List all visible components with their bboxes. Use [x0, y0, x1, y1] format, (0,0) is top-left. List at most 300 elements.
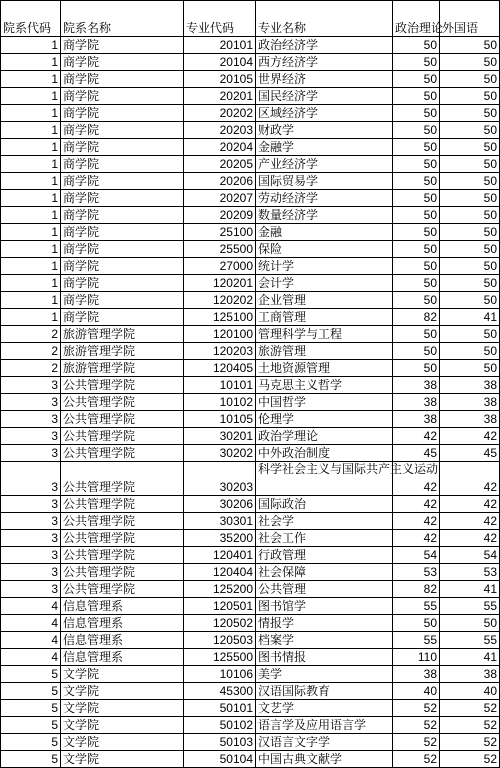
dept-name-cell: 商学院 [61, 173, 184, 190]
major-name-cell: 数量经济学 [256, 207, 393, 224]
dept-name-cell: 文学院 [61, 683, 184, 700]
table-row [1, 632, 500, 649]
major-name-cell: 保险 [256, 241, 393, 258]
dept-name-cell: 公共管理学院 [61, 547, 184, 564]
foreign-language-score-cell: 50 [440, 37, 500, 54]
major-name-cell: 档案学 [256, 632, 393, 649]
header-dept-name: 院系名称 [61, 1, 184, 37]
table-row [1, 105, 500, 122]
foreign-language-score-cell: 52 [440, 734, 500, 751]
foreign-language-score-cell: 50 [440, 190, 500, 207]
header-major-name: 专业名称 [256, 1, 393, 37]
dept-name-cell: 商学院 [61, 241, 184, 258]
politics-score-cell: 50 [393, 241, 440, 258]
major-code-cell: 20209 [184, 207, 256, 224]
table-row [1, 513, 500, 530]
foreign-language-score-cell: 42 [440, 496, 500, 513]
politics-score-cell: 55 [393, 632, 440, 649]
table-row [1, 54, 500, 71]
foreign-language-score-cell: 50 [440, 54, 500, 71]
foreign-language-score-cell: 42 [440, 513, 500, 530]
dept-name-cell: 商学院 [61, 309, 184, 326]
dept-code-cell: 1 [1, 292, 61, 309]
table-row [1, 666, 500, 683]
politics-score-cell: 50 [393, 615, 440, 632]
major-name-cell: 情报学 [256, 615, 393, 632]
foreign-language-score-cell: 38 [440, 394, 500, 411]
major-name-cell: 统计学 [256, 258, 393, 275]
foreign-language-score-cell: 50 [440, 360, 500, 377]
politics-score-cell: 50 [393, 275, 440, 292]
dept-code-cell: 1 [1, 309, 61, 326]
dept-code-cell: 3 [1, 462, 61, 496]
header-row [1, 1, 500, 37]
table-row [1, 445, 500, 462]
dept-code-cell: 3 [1, 377, 61, 394]
table-row [1, 258, 500, 275]
major-code-cell: 50102 [184, 717, 256, 734]
major-code-cell: 120405 [184, 360, 256, 377]
major-code-cell: 10106 [184, 666, 256, 683]
major-name-cell: 国际政治 [256, 496, 393, 513]
politics-score-cell: 38 [393, 377, 440, 394]
major-code-cell: 120100 [184, 326, 256, 343]
header-foreign-language: 外国语 [440, 1, 500, 37]
table-row [1, 700, 500, 717]
major-code-cell: 35200 [184, 530, 256, 547]
dept-code-cell: 3 [1, 496, 61, 513]
major-code-cell: 50104 [184, 751, 256, 768]
major-code-cell: 20203 [184, 122, 256, 139]
foreign-language-score-cell: 52 [440, 700, 500, 717]
politics-score-cell: 50 [393, 173, 440, 190]
major-name-cell: 图书馆学 [256, 598, 393, 615]
politics-score-cell: 50 [393, 156, 440, 173]
dept-code-cell: 1 [1, 275, 61, 292]
foreign-language-score-cell: 42 [440, 428, 500, 445]
politics-score-cell: 82 [393, 581, 440, 598]
politics-score-cell: 42 [393, 428, 440, 445]
major-code-cell: 27000 [184, 258, 256, 275]
table-row [1, 122, 500, 139]
table-row [1, 598, 500, 615]
dept-name-cell: 公共管理学院 [61, 530, 184, 547]
dept-name-cell: 文学院 [61, 666, 184, 683]
major-code-cell: 20101 [184, 37, 256, 54]
table-row [1, 530, 500, 547]
dept-name-cell: 商学院 [61, 292, 184, 309]
major-code-cell: 10102 [184, 394, 256, 411]
major-name-cell: 旅游管理 [256, 343, 393, 360]
major-code-cell: 50101 [184, 700, 256, 717]
foreign-language-score-cell: 45 [440, 445, 500, 462]
table-row [1, 377, 500, 394]
dept-name-cell: 商学院 [61, 156, 184, 173]
dept-code-cell: 2 [1, 326, 61, 343]
foreign-language-score-cell: 41 [440, 309, 500, 326]
major-code-cell: 120503 [184, 632, 256, 649]
dept-name-cell: 信息管理系 [61, 649, 184, 666]
foreign-language-score-cell: 50 [440, 71, 500, 88]
dept-name-cell: 信息管理系 [61, 632, 184, 649]
major-name-cell: 中国古典文献学 [256, 751, 393, 768]
major-code-cell: 120404 [184, 564, 256, 581]
politics-score-cell: 50 [393, 88, 440, 105]
politics-score-cell: 50 [393, 190, 440, 207]
foreign-language-score-cell: 50 [440, 105, 500, 122]
dept-name-cell: 旅游管理学院 [61, 343, 184, 360]
table-row [1, 88, 500, 105]
header-dept-code: 院系代码 [1, 1, 61, 37]
politics-score-cell: 50 [393, 37, 440, 54]
dept-code-cell: 1 [1, 173, 61, 190]
major-code-cell: 30206 [184, 496, 256, 513]
politics-score-cell: 42 [393, 530, 440, 547]
major-name-cell: 文艺学 [256, 700, 393, 717]
politics-score-cell: 50 [393, 54, 440, 71]
table-row [1, 734, 500, 751]
dept-code-cell: 5 [1, 734, 61, 751]
major-name-cell: 社会工作 [256, 530, 393, 547]
politics-score-cell: 82 [393, 309, 440, 326]
major-name-cell: 图书情报 [256, 649, 393, 666]
politics-score-cell: 54 [393, 547, 440, 564]
major-code-cell: 10105 [184, 411, 256, 428]
dept-name-cell: 公共管理学院 [61, 564, 184, 581]
politics-score-cell: 42 [393, 462, 440, 496]
foreign-language-score-cell: 55 [440, 632, 500, 649]
major-code-cell: 20206 [184, 173, 256, 190]
foreign-language-score-cell: 50 [440, 207, 500, 224]
foreign-language-score-cell: 41 [440, 649, 500, 666]
major-name-cell: 国际贸易学 [256, 173, 393, 190]
politics-score-cell: 45 [393, 445, 440, 462]
table-row [1, 71, 500, 88]
politics-score-cell: 50 [393, 105, 440, 122]
dept-code-cell: 1 [1, 54, 61, 71]
major-code-cell: 20201 [184, 88, 256, 105]
dept-name-cell: 商学院 [61, 88, 184, 105]
dept-name-cell: 商学院 [61, 258, 184, 275]
table-row [1, 615, 500, 632]
major-code-cell: 125500 [184, 649, 256, 666]
table-row [1, 156, 500, 173]
major-name-cell: 劳动经济学 [256, 190, 393, 207]
foreign-language-score-cell: 52 [440, 751, 500, 768]
dept-code-cell: 4 [1, 615, 61, 632]
table-body [1, 37, 500, 768]
major-name-cell: 社会学 [256, 513, 393, 530]
major-code-cell: 125100 [184, 309, 256, 326]
foreign-language-score-cell: 55 [440, 598, 500, 615]
major-name-cell: 伦理学 [256, 411, 393, 428]
table-row [1, 411, 500, 428]
table-row [1, 37, 500, 54]
dept-name-cell: 商学院 [61, 275, 184, 292]
dept-name-cell: 信息管理系 [61, 615, 184, 632]
major-name-cell: 汉语言文字学 [256, 734, 393, 751]
major-code-cell: 25500 [184, 241, 256, 258]
dept-name-cell: 商学院 [61, 207, 184, 224]
table-row [1, 343, 500, 360]
dept-name-cell: 商学院 [61, 54, 184, 71]
table-row [1, 547, 500, 564]
major-name-cell: 中国哲学 [256, 394, 393, 411]
dept-name-cell: 公共管理学院 [61, 513, 184, 530]
major-name-cell: 西方经济学 [256, 54, 393, 71]
foreign-language-score-cell: 38 [440, 666, 500, 683]
major-code-cell: 20104 [184, 54, 256, 71]
major-name-cell: 土地资源管理 [256, 360, 393, 377]
major-code-cell: 125200 [184, 581, 256, 598]
politics-score-cell: 50 [393, 71, 440, 88]
dept-code-cell: 3 [1, 411, 61, 428]
politics-score-cell: 53 [393, 564, 440, 581]
major-name-cell: 工商管理 [256, 309, 393, 326]
dept-code-cell: 1 [1, 190, 61, 207]
dept-code-cell: 3 [1, 394, 61, 411]
foreign-language-score-cell: 42 [440, 530, 500, 547]
dept-name-cell: 公共管理学院 [61, 496, 184, 513]
politics-score-cell: 50 [393, 292, 440, 309]
politics-score-cell: 38 [393, 411, 440, 428]
politics-score-cell: 110 [393, 649, 440, 666]
foreign-language-score-cell: 40 [440, 683, 500, 700]
major-code-cell: 120201 [184, 275, 256, 292]
major-name-cell: 社会保障 [256, 564, 393, 581]
dept-code-cell: 1 [1, 258, 61, 275]
header-politics: 政治理论 [393, 1, 440, 37]
major-code-cell: 30201 [184, 428, 256, 445]
major-name-cell: 企业管理 [256, 292, 393, 309]
major-name-cell: 管理科学与工程 [256, 326, 393, 343]
foreign-language-score-cell: 50 [440, 173, 500, 190]
foreign-language-score-cell: 50 [440, 343, 500, 360]
table-row [1, 649, 500, 666]
dept-code-cell: 5 [1, 700, 61, 717]
dept-code-cell: 3 [1, 445, 61, 462]
table-row [1, 462, 500, 496]
foreign-language-score-cell: 50 [440, 241, 500, 258]
foreign-language-score-cell: 41 [440, 581, 500, 598]
table-row [1, 717, 500, 734]
major-code-cell: 20205 [184, 156, 256, 173]
major-name-cell: 行政管理 [256, 547, 393, 564]
dept-code-cell: 1 [1, 122, 61, 139]
dept-code-cell: 3 [1, 564, 61, 581]
dept-code-cell: 1 [1, 88, 61, 105]
dept-code-cell: 1 [1, 207, 61, 224]
foreign-language-score-cell: 50 [440, 258, 500, 275]
dept-name-cell: 文学院 [61, 700, 184, 717]
politics-score-cell: 55 [393, 598, 440, 615]
foreign-language-score-cell: 52 [440, 717, 500, 734]
dept-name-cell: 商学院 [61, 224, 184, 241]
major-code-cell: 20207 [184, 190, 256, 207]
table-row [1, 173, 500, 190]
major-code-cell: 25100 [184, 224, 256, 241]
dept-name-cell: 公共管理学院 [61, 394, 184, 411]
table-row [1, 309, 500, 326]
major-name-cell: 美学 [256, 666, 393, 683]
dept-name-cell: 公共管理学院 [61, 581, 184, 598]
politics-score-cell: 50 [393, 343, 440, 360]
dept-code-cell: 4 [1, 598, 61, 615]
dept-code-cell: 3 [1, 513, 61, 530]
major-code-cell: 20105 [184, 71, 256, 88]
dept-name-cell: 旅游管理学院 [61, 326, 184, 343]
table-row [1, 428, 500, 445]
table-row [1, 683, 500, 700]
major-code-cell: 120202 [184, 292, 256, 309]
dept-code-cell: 5 [1, 683, 61, 700]
dept-code-cell: 5 [1, 751, 61, 768]
major-name-cell: 金融 [256, 224, 393, 241]
dept-code-cell: 1 [1, 71, 61, 88]
foreign-language-score-cell: 50 [440, 224, 500, 241]
major-code-cell: 20204 [184, 139, 256, 156]
major-name-cell: 世界经济 [256, 71, 393, 88]
table-row [1, 190, 500, 207]
major-name-cell: 国民经济学 [256, 88, 393, 105]
dept-name-cell: 公共管理学院 [61, 462, 184, 496]
table-row [1, 496, 500, 513]
major-code-cell: 30202 [184, 445, 256, 462]
dept-name-cell: 公共管理学院 [61, 411, 184, 428]
major-name-cell: 金融学 [256, 139, 393, 156]
table-row [1, 139, 500, 156]
dept-code-cell: 1 [1, 241, 61, 258]
major-name-cell: 区域经济学 [256, 105, 393, 122]
foreign-language-score-cell: 53 [440, 564, 500, 581]
major-code-cell: 50103 [184, 734, 256, 751]
major-code-cell: 120502 [184, 615, 256, 632]
dept-code-cell: 1 [1, 156, 61, 173]
major-code-cell: 120501 [184, 598, 256, 615]
dept-name-cell: 公共管理学院 [61, 377, 184, 394]
dept-code-cell: 2 [1, 343, 61, 360]
table-row [1, 564, 500, 581]
table-row [1, 241, 500, 258]
politics-score-cell: 50 [393, 139, 440, 156]
foreign-language-score-cell: 50 [440, 88, 500, 105]
dept-name-cell: 旅游管理学院 [61, 360, 184, 377]
politics-score-cell: 50 [393, 207, 440, 224]
dept-name-cell: 商学院 [61, 37, 184, 54]
politics-score-cell: 52 [393, 751, 440, 768]
politics-score-cell: 52 [393, 700, 440, 717]
major-name-cell: 科学社会主义与国际共产主义运动 [256, 462, 393, 496]
dept-code-cell: 1 [1, 105, 61, 122]
foreign-language-score-cell: 50 [440, 292, 500, 309]
dept-code-cell: 2 [1, 360, 61, 377]
major-code-cell: 30301 [184, 513, 256, 530]
politics-score-cell: 52 [393, 717, 440, 734]
dept-code-cell: 5 [1, 717, 61, 734]
table-row [1, 207, 500, 224]
major-code-cell: 30203 [184, 462, 256, 496]
dept-name-cell: 商学院 [61, 139, 184, 156]
table-row [1, 581, 500, 598]
major-name-cell: 会计学 [256, 275, 393, 292]
major-name-cell: 政治经济学 [256, 37, 393, 54]
dept-name-cell: 商学院 [61, 122, 184, 139]
foreign-language-score-cell: 50 [440, 122, 500, 139]
foreign-language-score-cell: 38 [440, 377, 500, 394]
major-name-cell: 财政学 [256, 122, 393, 139]
major-name-cell: 产业经济学 [256, 156, 393, 173]
dept-name-cell: 文学院 [61, 734, 184, 751]
table-row [1, 360, 500, 377]
politics-score-cell: 38 [393, 666, 440, 683]
dept-code-cell: 1 [1, 37, 61, 54]
politics-score-cell: 42 [393, 496, 440, 513]
major-name-cell: 汉语国际教育 [256, 683, 393, 700]
dept-code-cell: 3 [1, 530, 61, 547]
foreign-language-score-cell: 50 [440, 156, 500, 173]
dept-name-cell: 信息管理系 [61, 598, 184, 615]
foreign-language-score-cell: 50 [440, 139, 500, 156]
foreign-language-score-cell: 50 [440, 326, 500, 343]
foreign-language-score-cell: 42 [440, 462, 500, 496]
politics-score-cell: 40 [393, 683, 440, 700]
dept-name-cell: 公共管理学院 [61, 445, 184, 462]
dept-code-cell: 3 [1, 428, 61, 445]
dept-name-cell: 商学院 [61, 190, 184, 207]
politics-score-cell: 52 [393, 734, 440, 751]
dept-name-cell: 商学院 [61, 105, 184, 122]
foreign-language-score-cell: 50 [440, 275, 500, 292]
dept-code-cell: 3 [1, 547, 61, 564]
dept-name-cell: 商学院 [61, 71, 184, 88]
dept-code-cell: 1 [1, 224, 61, 241]
major-code-cell: 10101 [184, 377, 256, 394]
politics-score-cell: 50 [393, 326, 440, 343]
table-row [1, 275, 500, 292]
dept-name-cell: 公共管理学院 [61, 428, 184, 445]
foreign-language-score-cell: 54 [440, 547, 500, 564]
politics-score-cell: 50 [393, 122, 440, 139]
dept-code-cell: 3 [1, 581, 61, 598]
major-code-cell: 120401 [184, 547, 256, 564]
table-row [1, 394, 500, 411]
dept-code-cell: 1 [1, 139, 61, 156]
table-row [1, 751, 500, 768]
major-name-cell: 政治学理论 [256, 428, 393, 445]
dept-code-cell: 4 [1, 649, 61, 666]
header-major-code: 专业代码 [184, 1, 256, 37]
politics-score-cell: 38 [393, 394, 440, 411]
major-name-cell: 公共管理 [256, 581, 393, 598]
politics-score-cell: 50 [393, 224, 440, 241]
major-name-cell: 马克思主义哲学 [256, 377, 393, 394]
foreign-language-score-cell: 38 [440, 411, 500, 428]
dept-name-cell: 文学院 [61, 751, 184, 768]
table-row [1, 326, 500, 343]
table-row [1, 292, 500, 309]
politics-score-cell: 50 [393, 258, 440, 275]
politics-score-cell: 42 [393, 513, 440, 530]
major-name-cell: 中外政治制度 [256, 445, 393, 462]
major-name-cell: 语言学及应用语言学 [256, 717, 393, 734]
dept-name-cell: 文学院 [61, 717, 184, 734]
major-code-cell: 45300 [184, 683, 256, 700]
dept-code-cell: 5 [1, 666, 61, 683]
dept-code-cell: 4 [1, 632, 61, 649]
major-code-cell: 120203 [184, 343, 256, 360]
foreign-language-score-cell: 50 [440, 615, 500, 632]
politics-score-cell: 50 [393, 360, 440, 377]
